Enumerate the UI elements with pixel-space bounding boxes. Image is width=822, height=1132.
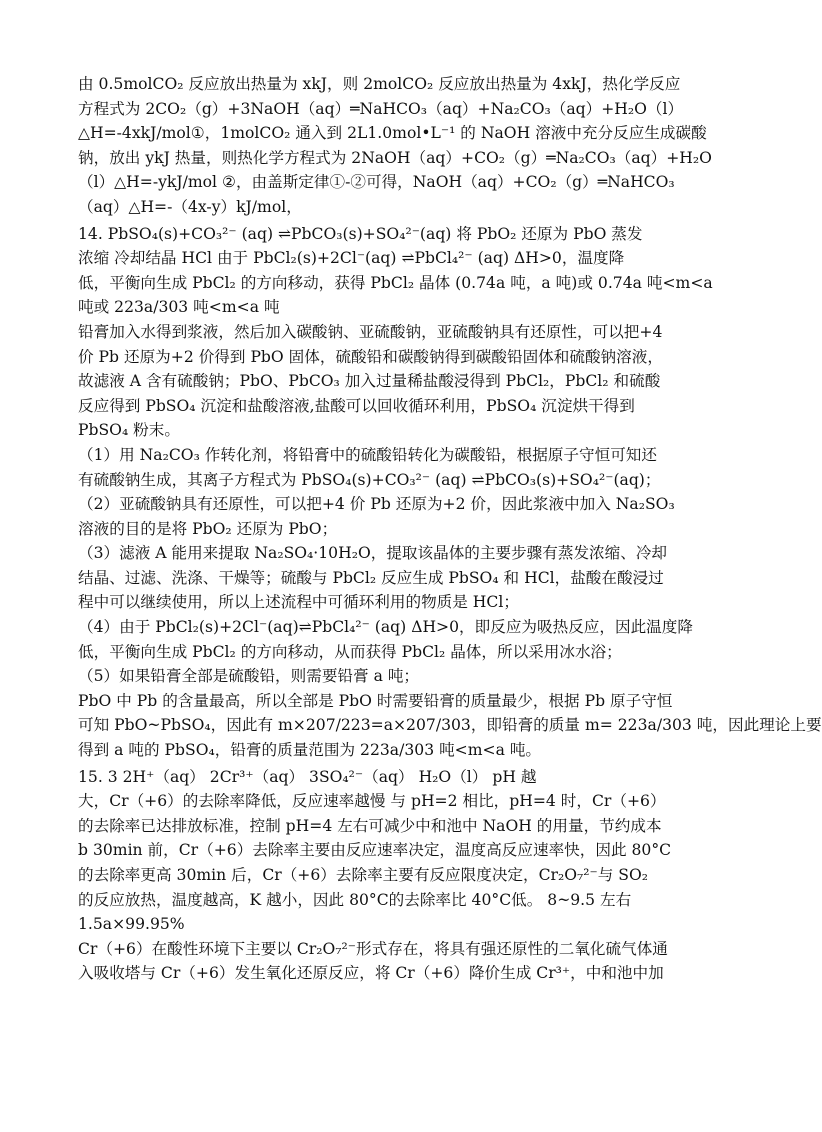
text-line: Cr（+6）在酸性环境下主要以 Cr₂O₇²⁻形式存在，将具有强还原性的二氧化硫气体通 bbox=[78, 939, 668, 958]
text-line: 结晶、过滤、洗涤、干燥等；硫酸与 PbCl₂ 反应生成 PbSO₄ 和 HCl，盐酸在酸浸过 bbox=[78, 568, 664, 587]
text-line: 故滤液 A 含有硫酸钠；PbO、PbCO₃ 加入过量稀盐酸浸得到 PbCl₂，PbCl₂ 和硫酸 bbox=[78, 372, 661, 391]
text-line: 钠，放出 ykJ 热量，则热化学方程式为 2NaOH（aq）+CO₂（g）═Na₂CO₃（aq）+H₂O bbox=[78, 148, 712, 167]
text-line: △H=-4xkJ/mol①，1molCO₂ 通入到 2L1.0mol•L⁻¹ 的 NaOH 溶液中充分反应生成碳酸 bbox=[78, 124, 707, 143]
text-line: 浓缩 冷却结晶 HCl 由于 PbCl₂(s)+2Cl⁻(aq) ⇌PbCl₄²⁻ (aq) ΔH>0，温度降 bbox=[78, 249, 625, 268]
text-line: （5）如果铅膏全部是硫酸铅，则需要铅膏 a 吨； bbox=[78, 667, 420, 686]
text-line: 入吸收塔与 Cr（+6）发生氧化还原反应，将 Cr（+6）降价生成 Cr³⁺，中和池中加 bbox=[78, 964, 664, 983]
text-line: PbO 中 Pb 的含量最高，所以全部是 PbO 时需要铅膏的质量最少，根据 Pb 原子守恒 bbox=[78, 691, 673, 710]
text-line: 低，平衡向生成 PbCl₂ 的方向移动，从而获得 PbCl₂ 晶体，所以采用冰水浴； bbox=[78, 642, 622, 661]
text-line: （1）用 Na₂CO₃ 作转化剂，将铅膏中的硫酸铅转化为碳酸铅，根据原子守恒可知还 bbox=[78, 445, 657, 464]
text-line: 大，Cr（+6）的去除率降低，反应速率越慢 与 pH=2 相比，pH=4 时，Cr（+6） bbox=[78, 792, 666, 811]
text-line: （aq）△H=-（4x-y）kJ/mol， bbox=[78, 197, 302, 216]
text-line: （2）亚硫酸钠具有还原性，可以把+4 价 Pb 还原为+2 价，因此浆液中加入 Na₂SO₃ bbox=[78, 495, 675, 514]
text-line: 的去除率更高 30min 后，Cr（+6）去除率主要有反应限度决定，Cr₂O₇²⁻与 SO₂ bbox=[78, 866, 649, 884]
text-line: b 30min 前，Cr（+6）去除率主要由反应速率决定，温度高反应速率快，因此 80°C bbox=[78, 841, 672, 860]
question-15-answer: 15. 3 2H⁺（aq） 2Cr³⁺（aq） 3SO₄²⁻（aq） H₂O（l） pH 越 bbox=[78, 767, 537, 786]
text-line: （4）由于 PbCl₂(s)+2Cl⁻(aq)⇌PbCl₄²⁻ (aq) ΔH>0，即反应为吸热反应，因此温度降 bbox=[78, 618, 693, 637]
question-14-answer: 14. PbSO₄(s)+CO₃²⁻ (aq) ⇌PbCO₃(s)+SO₄²⁻(aq) 将 PbO₂ 还原为 PbO 蒸发 bbox=[78, 224, 643, 243]
text-line: 可知 PbO~PbSO₄，因此有 m×207/223=a×207/303，即铅膏的质量 m= 223a/303 吨，因此理论上要 bbox=[78, 716, 822, 735]
text-line: 铅膏加入水得到浆液，然后加入碳酸钠、亚硫酸钠，亚硫酸钠具有还原性，可以把+4 bbox=[78, 322, 663, 341]
text-line: PbSO₄ 粉末。 bbox=[78, 421, 180, 440]
text-line: 反应得到 PbSO₄ 沉淀和盐酸溶液,盐酸可以回收循环利用，PbSO₄ 沉淀烘干得到 bbox=[78, 396, 635, 415]
text-line: 方程式为 2CO₂（g）+3NaOH（aq）═NaHCO₃（aq）+Na₂CO₃（aq）+H₂O（l） bbox=[78, 99, 684, 118]
text-line: 得到 a 吨的 PbSO₄，铅膏的质量范围为 223a/303 吨<m<a 吨。 bbox=[78, 741, 542, 760]
text-line: 1.5a×99.95% bbox=[78, 915, 185, 934]
text-line: 有硫酸钠生成，其离子方程式为 PbSO₄(s)+CO₃²⁻ (aq) ⇌PbCO₃(s)+SO₄²⁻(aq)； bbox=[78, 470, 661, 489]
text-line: （3）滤液 A 能用来提取 Na₂SO₄·10H₂O，提取该晶体的主要步骤有蒸发浓缩、冷却 bbox=[78, 544, 668, 563]
text-line: 吨或 223a/303 吨<m<a 吨 bbox=[78, 298, 280, 317]
text-line: （l）△H=-ykJ/mol ②，由盖斯定律①-②可得，NaOH（aq）+CO₂（g）═NaHCO₃ bbox=[78, 173, 675, 192]
text-line: 价 Pb 还原为+2 价得到 PbO 固体，硫酸铅和碳酸钠得到碳酸铅固体和硫酸钠溶液， bbox=[78, 347, 663, 366]
text-line: 溶液的目的是将 PbO₂ 还原为 PbO； bbox=[78, 519, 338, 538]
text-line: 由 0.5molCO₂ 反应放出热量为 xkJ，则 2molCO₂ 反应放出热量为 4xkJ，热化学反应 bbox=[78, 75, 681, 93]
text-line: 低，平衡向生成 PbCl₂ 的方向移动，获得 PbCl₂ 晶体 (0.74a 吨，a 吨)或 0.74a 吨<m<a bbox=[78, 273, 713, 292]
text-line: 程中可以继续使用，所以上述流程中可循环利用的物质是 HCl； bbox=[78, 593, 519, 612]
text-line: 的去除率已达排放标准，控制 pH=4 左右可减少中和池中 NaOH 的用量，节约成本 bbox=[78, 816, 662, 835]
text-line: 的反应放热，温度越高，K 越小，因此 80°C的去除率比 40°C低。 8~9.5 左右 bbox=[78, 890, 632, 909]
